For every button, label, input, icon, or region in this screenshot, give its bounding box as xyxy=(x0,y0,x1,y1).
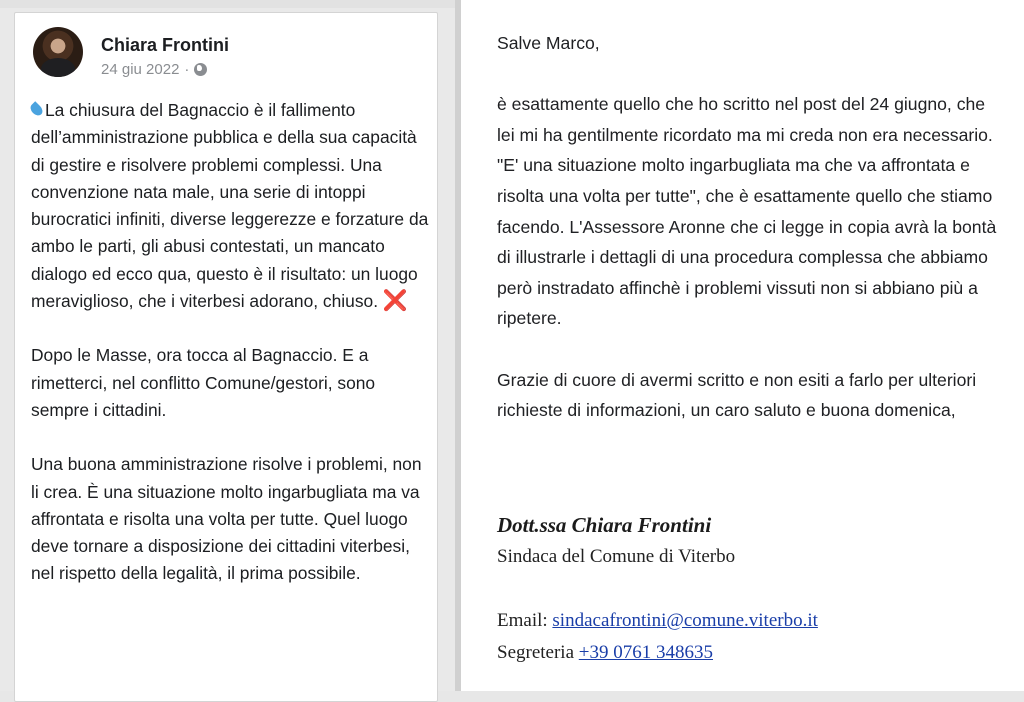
email-paragraph-1: è esattamente quello che ho scritto nel post del 24 giugno, che lei mi ha gentilmente ricordato ma mi creda non era necessario. "E' una situazione molto ingarbugliata ma che va affrontata e risolta una volta per tutte", che è esattamente quello che stiamo facendo. L'Assessore Aronne che ci legge in copia avrà la bontà di illustrarle i dettagli di una procedura complessa che abbiamo però instradato affinchè i problemi vissuti non si abbiano più a ripetere. xyxy=(497,94,997,329)
avatar[interactable] xyxy=(33,27,83,77)
email-paragraph-2: Grazie di cuore di avermi scritto e non esiti a farlo per ulteriori richieste di informazioni, un caro saluto e buona domenica, xyxy=(497,369,977,421)
email-body xyxy=(497,28,997,456)
globe-icon xyxy=(194,63,207,76)
signature-name: Dott.ssa Chiara Frontini xyxy=(497,513,712,537)
post-author[interactable]: Chiara Frontini xyxy=(101,35,230,55)
meta-separator: · xyxy=(184,61,190,78)
email-greeting: Salve Marco, xyxy=(497,33,600,53)
signature-contacts xyxy=(497,605,818,669)
post-body xyxy=(31,97,431,615)
post-paragraph-2: Dopo le Masse, ora tocca al Bagnaccio. E a rimetterci, nel conflitto Comune/gestori, sono sempre i cittadini. xyxy=(31,345,376,420)
email-panel xyxy=(461,0,1024,691)
post-card xyxy=(14,12,438,702)
phone-label: Segreteria xyxy=(497,642,575,663)
facebook-post-panel xyxy=(0,0,455,691)
droplet-icon xyxy=(28,101,45,118)
post-paragraph-3: Una buona amministrazione risolve i problemi, non li crea. È una situazione molto ingarbugliata ma va affrontata e risolta una volta per tutte. Quel luogo deve tornare a disposizione dei cittadini viterbesi, nel rispetto della legalità, il prima possibile. xyxy=(31,454,422,584)
post-paragraph-1-text: La chiusura del Bagnaccio è il fallimento dell’amministrazione pubblica e della sua capacità di gestire e risolvere problemi complessi. Una convenzione nata male, una serie di intoppi burocratici infiniti, diverse leggerezze e forzature da ambo le parti, gli abusi contestati, un mancato dialogo ed ecco qua, questo è il risultato: un luogo meraviglioso, che i viterbesi adorano, chiuso. xyxy=(31,100,429,312)
phone-link[interactable]: +39 0761 348635 xyxy=(578,642,713,663)
post-paragraph-1 xyxy=(31,97,431,315)
email-link[interactable]: sindacafrontini@comune.viterbo.it xyxy=(552,610,818,631)
email-contact-line xyxy=(497,605,818,637)
email-label: Email: xyxy=(497,610,548,631)
cross-mark-icon: ❌ xyxy=(382,290,408,313)
post-meta xyxy=(101,61,207,78)
phone-contact-line xyxy=(497,637,818,669)
top-strip xyxy=(0,0,455,8)
signature-role: Sindaca del Comune di Viterbo xyxy=(497,546,736,567)
post-date[interactable]: 24 giu 2022 xyxy=(101,61,180,78)
